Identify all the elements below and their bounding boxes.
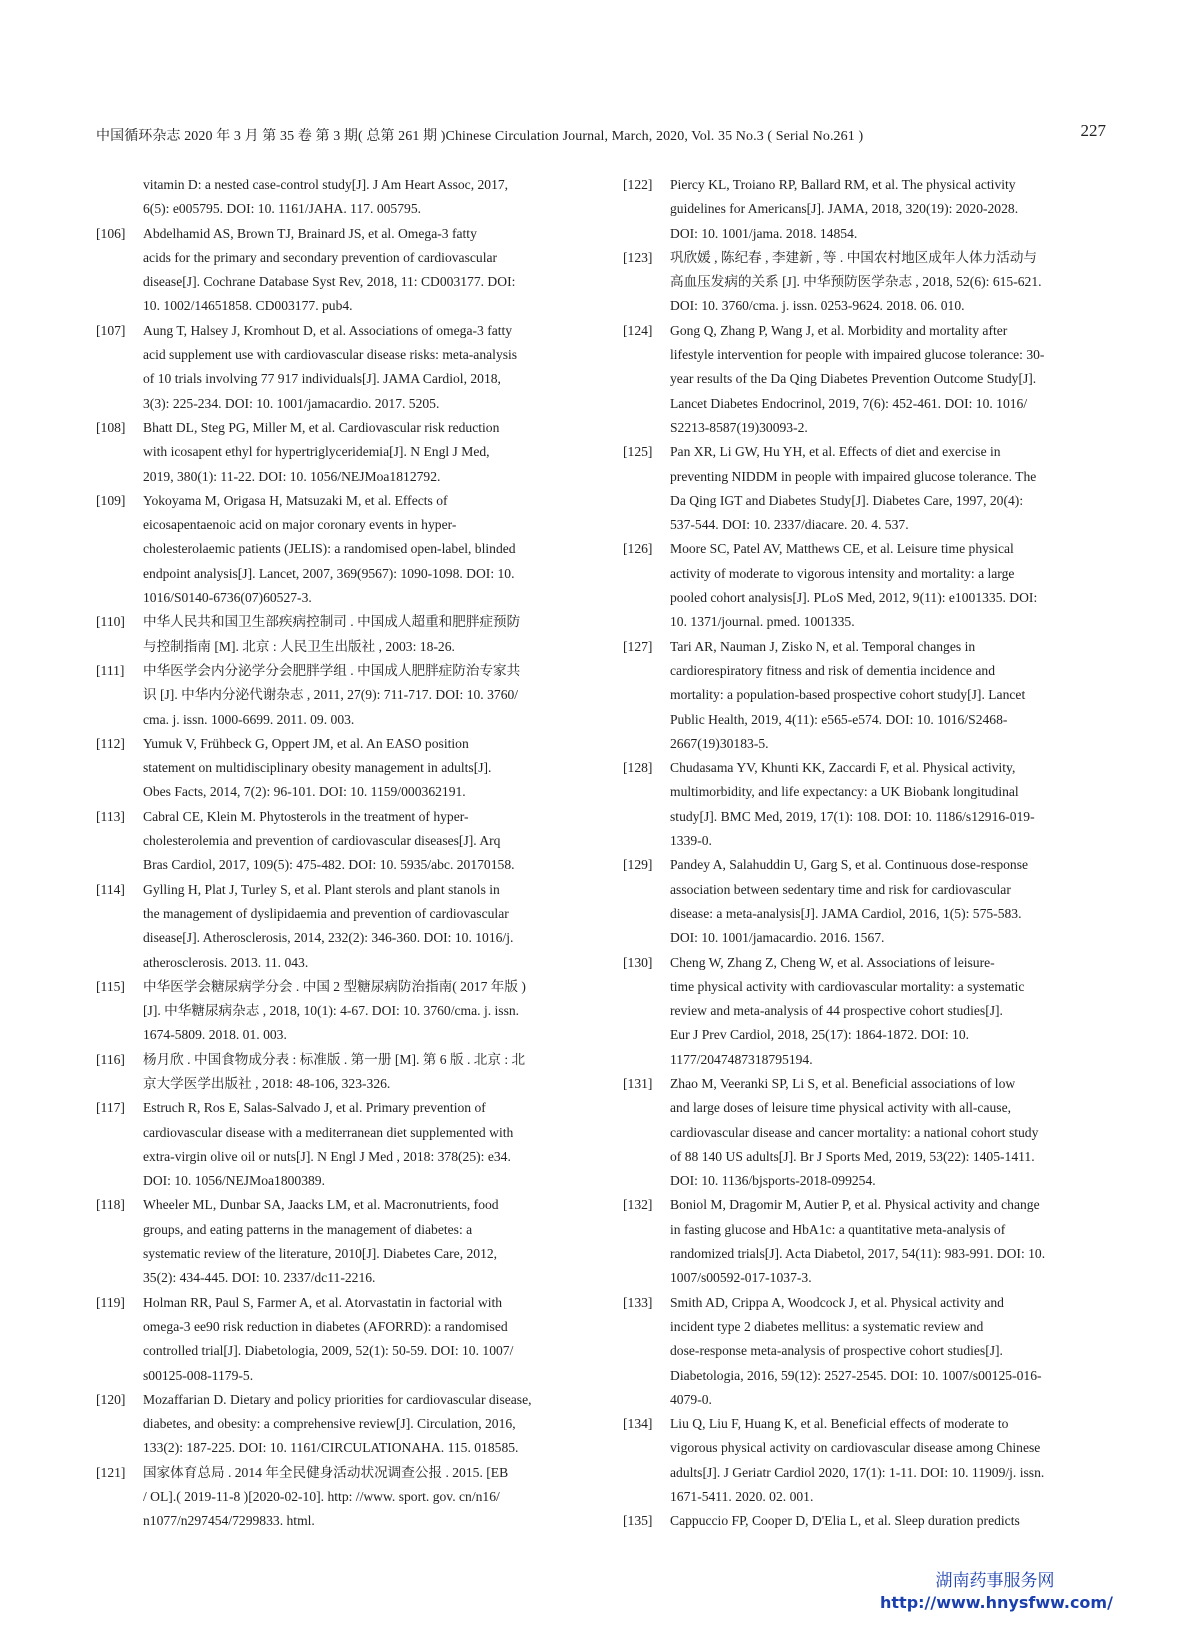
reference-number: [121]: [96, 1464, 126, 1480]
reference-item: [96, 1048, 580, 1097]
reference-number: [129]: [623, 857, 653, 873]
reference-number: [123]: [623, 249, 653, 265]
reference-number: [111]: [96, 662, 125, 678]
reference-text: Liu Q, Liu F, Huang K, et al. Beneficial effects of moderate to vigorous physical activity on cardiovascular disease among Chinese adults[J]. J Geriatr Cardiol 2020, 17(1): 1-11. DOI: 10. 11909/j. issn. 1671-5411. 2020. 02. 001.: [670, 1416, 1045, 1505]
reference-number: [115]: [96, 978, 125, 994]
reference-text: Chudasama YV, Khunti KK, Zaccardi F, et al. Physical activity, multimorbidity, and life expectancy: a UK Biobank longitudinal study[J]. BMC Med, 2019, 17(1): 108. DOI: 10. 1186/s12916-019- 1339-0.: [670, 760, 1035, 849]
reference-item: [96, 975, 580, 1048]
reference-text: Smith AD, Crippa A, Woodcock J, et al. Physical activity and incident type 2 diabetes mellitus: a systematic review and dose-response meta-analysis of prospective cohort studies[J]. Diabetologia, 2016, 59(12): 2527-2545. DOI: 10. 1007/s00125-016- 4079-0.: [670, 1294, 1042, 1407]
journal-header-line: 中国循环杂志 2020 年 3 月 第 35 卷 第 3 期( 总第 261 期 )Chinese Circulation Journal, March, 2020, Vol. 35 No.3 ( Serial No.261 ): [96, 129, 864, 144]
reference-number: [118]: [96, 1197, 125, 1213]
reference-number: [134]: [623, 1416, 653, 1432]
reference-text: 中华人民共和国卫生部疾病控制司 . 中国成人超重和肥胖症预防 与控制指南 [M]. 北京 : 人民卫生出版社 , 2003: 18-26.: [143, 614, 521, 654]
reference-number: [112]: [96, 735, 125, 751]
reference-text: Yumuk V, Frühbeck G, Oppert JM, et al. An EASO position statement on multidisciplinary obesity management in adults[J]. Obes Facts, 2014, 7(2): 96-101. DOI: 10. 1159/000362191.: [143, 735, 492, 800]
reference-number: [130]: [623, 954, 653, 970]
reference-text: Cheng W, Zhang Z, Cheng W, et al. Associations of leisure- time physical activity with cardiovascular mortality: a systematic review and meta-analysis of 44 prospective cohort studies[J]. Eur J Prev Cardiol, 2018, 25(17): 1864-1872. DOI: 10. 1177/2047487318795194.: [670, 954, 1025, 1067]
reference-text: Holman RR, Paul S, Farmer A, et al. Atorvastatin in factorial with omega-3 ee90 risk reduction in diabetes (AFORRD): a randomised controlled trial[J]. Diabetologia, 2009, 52(1): 50-59. DOI: 10. 1007/ s00125-008-1179-5.: [143, 1294, 514, 1383]
reference-item: [623, 246, 1107, 319]
reference-item: [623, 635, 1107, 756]
reference-number: [109]: [96, 492, 126, 508]
reference-item: [96, 1388, 580, 1461]
reference-text: Abdelhamid AS, Brown TJ, Brainard JS, et al. Omega-3 fatty acids for the primary and secondary prevention of cardiovascular disease[J]. Cochrane Database Syst Rev, 2018, 11: CD003177. DOI: 10. 1002/14651858. CD003177. pub4.: [143, 225, 516, 314]
running-header: [96, 121, 1106, 145]
reference-item: [96, 732, 580, 805]
reference-item: [96, 489, 580, 610]
reference-number: [120]: [96, 1391, 126, 1407]
reference-item: [623, 1412, 1107, 1509]
reference-item: [623, 853, 1107, 950]
reference-text: Yokoyama M, Origasa H, Matsuzaki M, et al. Effects of eicosapentaenoic acid on major coronary events in hyper- cholesterolaemic patients (JELIS): a randomised open-label, blinded endpoint analysis[J]. Lancet, 2007, 369(9567): 1090-1098. DOI: 10. 1016/S0140-6736(07)60527-3.: [143, 492, 516, 606]
reference-text: Boniol M, Dragomir M, Autier P, et al. Physical activity and change in fasting glucose and HbA1c: a quantitative meta-analysis of randomized trials[J]. Acta Diabetol, 2017, 54(11): 983-991. DOI: 10. 1007/s00592-017-1037-3.: [670, 1197, 1046, 1286]
page-number: 227: [1080, 121, 1106, 140]
reference-continuation: [96, 173, 580, 222]
reference-item: [96, 222, 580, 319]
left-reference-list: [96, 222, 580, 1534]
watermark-name: 湖南药事服务网: [935, 1571, 1055, 1591]
reference-number: [124]: [623, 322, 653, 338]
reference-text: Gylling H, Plat J, Turley S, et al. Plant sterols and plant stanols in the management of dyslipidaemia and prevention of cardiovascular disease[J]. Atherosclerosis, 2014, 232(2): 346-360. DOI: 10. 1016/j. atherosclerosis. 2013. 11. 043.: [143, 881, 514, 970]
reference-text: Cabral CE, Klein M. Phytosterols in the treatment of hyper- cholesterolemia and prevention of cardiovascular diseases[J]. Arq Bras Cardiol, 2017, 109(5): 475-482. DOI: 10. 5935/abc. 20170158.: [143, 808, 515, 873]
reference-text: Bhatt DL, Steg PG, Miller M, et al. Cardiovascular risk reduction with icosapent ethyl for hypertriglyceridemia[J]. N Engl J Med, 2019, 380(1): 11-22. DOI: 10. 1056/NEJMoa1812792.: [143, 419, 500, 484]
reference-item: [623, 1072, 1107, 1193]
reference-number: [106]: [96, 225, 126, 241]
reference-text: Mozaffarian D. Dietary and policy priorities for cardiovascular disease, diabetes, and obesity: a comprehensive review[J]. Circulation, 2016, 133(2): 187-225. DOI: 10. 1161/CIRCULATIONAHA. 115. 018585.: [143, 1391, 532, 1456]
reference-number: [108]: [96, 419, 126, 435]
reference-number: [125]: [623, 444, 653, 460]
reference-number: [133]: [623, 1294, 653, 1310]
reference-item: [96, 319, 580, 416]
reference-number: [122]: [623, 177, 653, 192]
reference-text: vitamin D: a nested case-control study[J]. J Am Heart Assoc, 2017, 6(5): e005795. DOI: 10. 1161/JAHA. 117. 005795.: [143, 177, 509, 217]
reference-item: [96, 1461, 580, 1534]
reference-item: [96, 610, 580, 659]
reference-item: [96, 805, 580, 878]
reference-number: [114]: [96, 881, 125, 897]
reference-item: [623, 319, 1107, 440]
reference-text: Aung T, Halsey J, Kromhout D, et al. Associations of omega-3 fatty acid supplement use with cardiovascular disease risks: meta-analysis of 10 trials involving 77 917 individuals[J]. JAMA Cardiol, 2018, 3(3): 225-234. DOI: 10. 1001/jamacardio. 2017. 5205.: [143, 322, 518, 411]
reference-item: [623, 537, 1107, 634]
reference-item: [623, 440, 1107, 537]
reference-text: Wheeler ML, Dunbar SA, Jaacks LM, et al. Macronutrients, food groups, and eating patterns in the management of diabetes: a systematic review of the literature, 2010[J]. Diabetes Care, 2012, 35(2): 434-445. DOI: 10. 2337/dc11-2216.: [143, 1197, 499, 1286]
reference-item: [96, 1193, 580, 1290]
reference-item: [623, 1193, 1107, 1290]
reference-item: [623, 951, 1107, 1072]
reference-number: [110]: [96, 614, 125, 630]
reference-number: [135]: [623, 1513, 653, 1529]
reference-item: [623, 756, 1107, 853]
reference-text: Gong Q, Zhang P, Wang J, et al. Morbidity and mortality after lifestyle intervention for people with impaired glucose tolerance: 30- year results of the Da Qing Diabetes Prevention Outcome Study[J]. Lancet Diabetes Endocrinol, 2019, 7(6): 452-461. DOI: 10. 1016/ S2213-8587(19)30093-2.: [670, 322, 1045, 435]
left-column: [96, 173, 580, 1534]
reference-item: [96, 659, 580, 732]
reference-text: Moore SC, Patel AV, Matthews CE, et al. Leisure time physical activity of moderate to vigorous intensity and mortality: a large pooled cohort analysis[J]. PLoS Med, 2012, 9(11): e1001335. DOI: 10. 1371/journal. pmed. 1001335.: [670, 541, 1038, 630]
reference-text: 巩欣媛 , 陈纪春 , 李建新 , 等 . 中国农村地区成年人体力活动与 高血压发病的关系 [J]. 中华预防医学杂志 , 2018, 52(6): 615-621. DOI: 10. 3760/cma. j. issn. 0253-9624. 2018. 06. 010.: [670, 249, 1042, 314]
reference-text: 中华医学会内分泌学分会肥胖学组 . 中国成人肥胖症防治专家共 识 [J]. 中华内分泌代谢杂志 , 2011, 27(9): 711-717. DOI: 10. 3760/ cma. j. issn. 1000-6699. 2011. 09. 003.: [143, 662, 521, 727]
reference-item: [96, 878, 580, 975]
reference-item: [96, 1096, 580, 1193]
reference-text: Pan XR, Li GW, Hu YH, et al. Effects of diet and exercise in preventing NIDDM in people with impaired glucose tolerance. The Da Qing IGT and Diabetes Study[J]. Diabetes Care, 1997, 20(4): 537-544. DOI: 10. 2337/diacare. 20. 4. 537.: [670, 444, 1037, 533]
reference-item: [623, 1291, 1107, 1412]
reference-item: [96, 416, 580, 489]
reference-number: [126]: [623, 541, 653, 557]
reference-item: [623, 173, 1107, 246]
reference-item: [623, 1509, 1107, 1533]
reference-number: [113]: [96, 808, 125, 824]
reference-number: [119]: [96, 1294, 125, 1310]
watermark-url[interactable]: http://www.hnysfww.com/: [880, 1593, 1113, 1612]
right-reference-list: [623, 173, 1107, 1534]
reference-text: Pandey A, Salahuddin U, Garg S, et al. Continuous dose-response association between sedentary time and risk for cardiovascular disease: a meta-analysis[J]. JAMA Cardiol, 2016, 1(5): 575-583. DOI: 10. 1001/jamacardio. 2016. 1567.: [670, 857, 1029, 946]
reference-number: [132]: [623, 1197, 653, 1213]
reference-number: [107]: [96, 322, 126, 338]
reference-number: [127]: [623, 638, 653, 654]
reference-text: 杨月欣 . 中国食物成分表 : 标准版 . 第一册 [M]. 第 6 版 . 北京 : 北 京大学医学出版社 , 2018: 48-106, 323-326.: [143, 1051, 526, 1091]
reference-text: Estruch R, Ros E, Salas-Salvado J, et al. Primary prevention of cardiovascular disease with a mediterranean diet supplemented with extra-virgin olive oil or nuts[J]. N Engl J Med , 2018: 378(25): e34. DOI: 10. 1056/NEJMoa1800389.: [143, 1100, 514, 1189]
reference-text: Piercy KL, Troiano RP, Ballard RM, et al. The physical activity guidelines for Americans[J]. JAMA, 2018, 320(19): 2020-2028. DOI: 10. 1001/jama. 2018. 14854.: [670, 177, 1019, 241]
reference-text: 中华医学会糖尿病学分会 . 中国 2 型糖尿病防治指南( 2017 年版 ) [J]. 中华糖尿病杂志 , 2018, 10(1): 4-67. DOI: 10. 3760/cma. j. issn. 1674-5809. 2018. 01. 003.: [143, 978, 526, 1043]
reference-text: 国家体育总局 . 2014 年全民健身活动状况调查公报 . 2015. [EB / OL].( 2019-11-8 )[2020-02-10]. http: //www. sport. gov. cn/n16/ n1077/n297454/7299833. html.: [143, 1464, 509, 1529]
site-watermark: [880, 1570, 1113, 1614]
reference-number: [117]: [96, 1100, 125, 1116]
right-column: [623, 173, 1107, 1534]
reference-number: [128]: [623, 760, 653, 776]
reference-number: [131]: [623, 1075, 653, 1091]
reference-text: Cappuccio FP, Cooper D, D'Elia L, et al. Sleep duration predicts: [670, 1513, 1020, 1529]
reference-number: [116]: [96, 1051, 125, 1067]
reference-item: [96, 1291, 580, 1388]
reference-text: Zhao M, Veeranki SP, Li S, et al. Beneficial associations of low and large doses of leisure time physical activity with all-cause, cardiovascular disease and cancer mortality: a national cohort study of 88 140 US adults[J]. Br J Sports Med, 2019, 53(22): 1405-1411. DOI: 10. 1136/bjsports-2018-099254.: [670, 1075, 1039, 1189]
reference-text: Tari AR, Nauman J, Zisko N, et al. Temporal changes in cardiorespiratory fitness and risk of dementia incidence and mortality: a population-based prospective cohort study[J]. Lancet Public Health, 2019, 4(11): e565-e574. DOI: 10. 1016/S2468- 2667(19)30183-5.: [670, 638, 1026, 751]
